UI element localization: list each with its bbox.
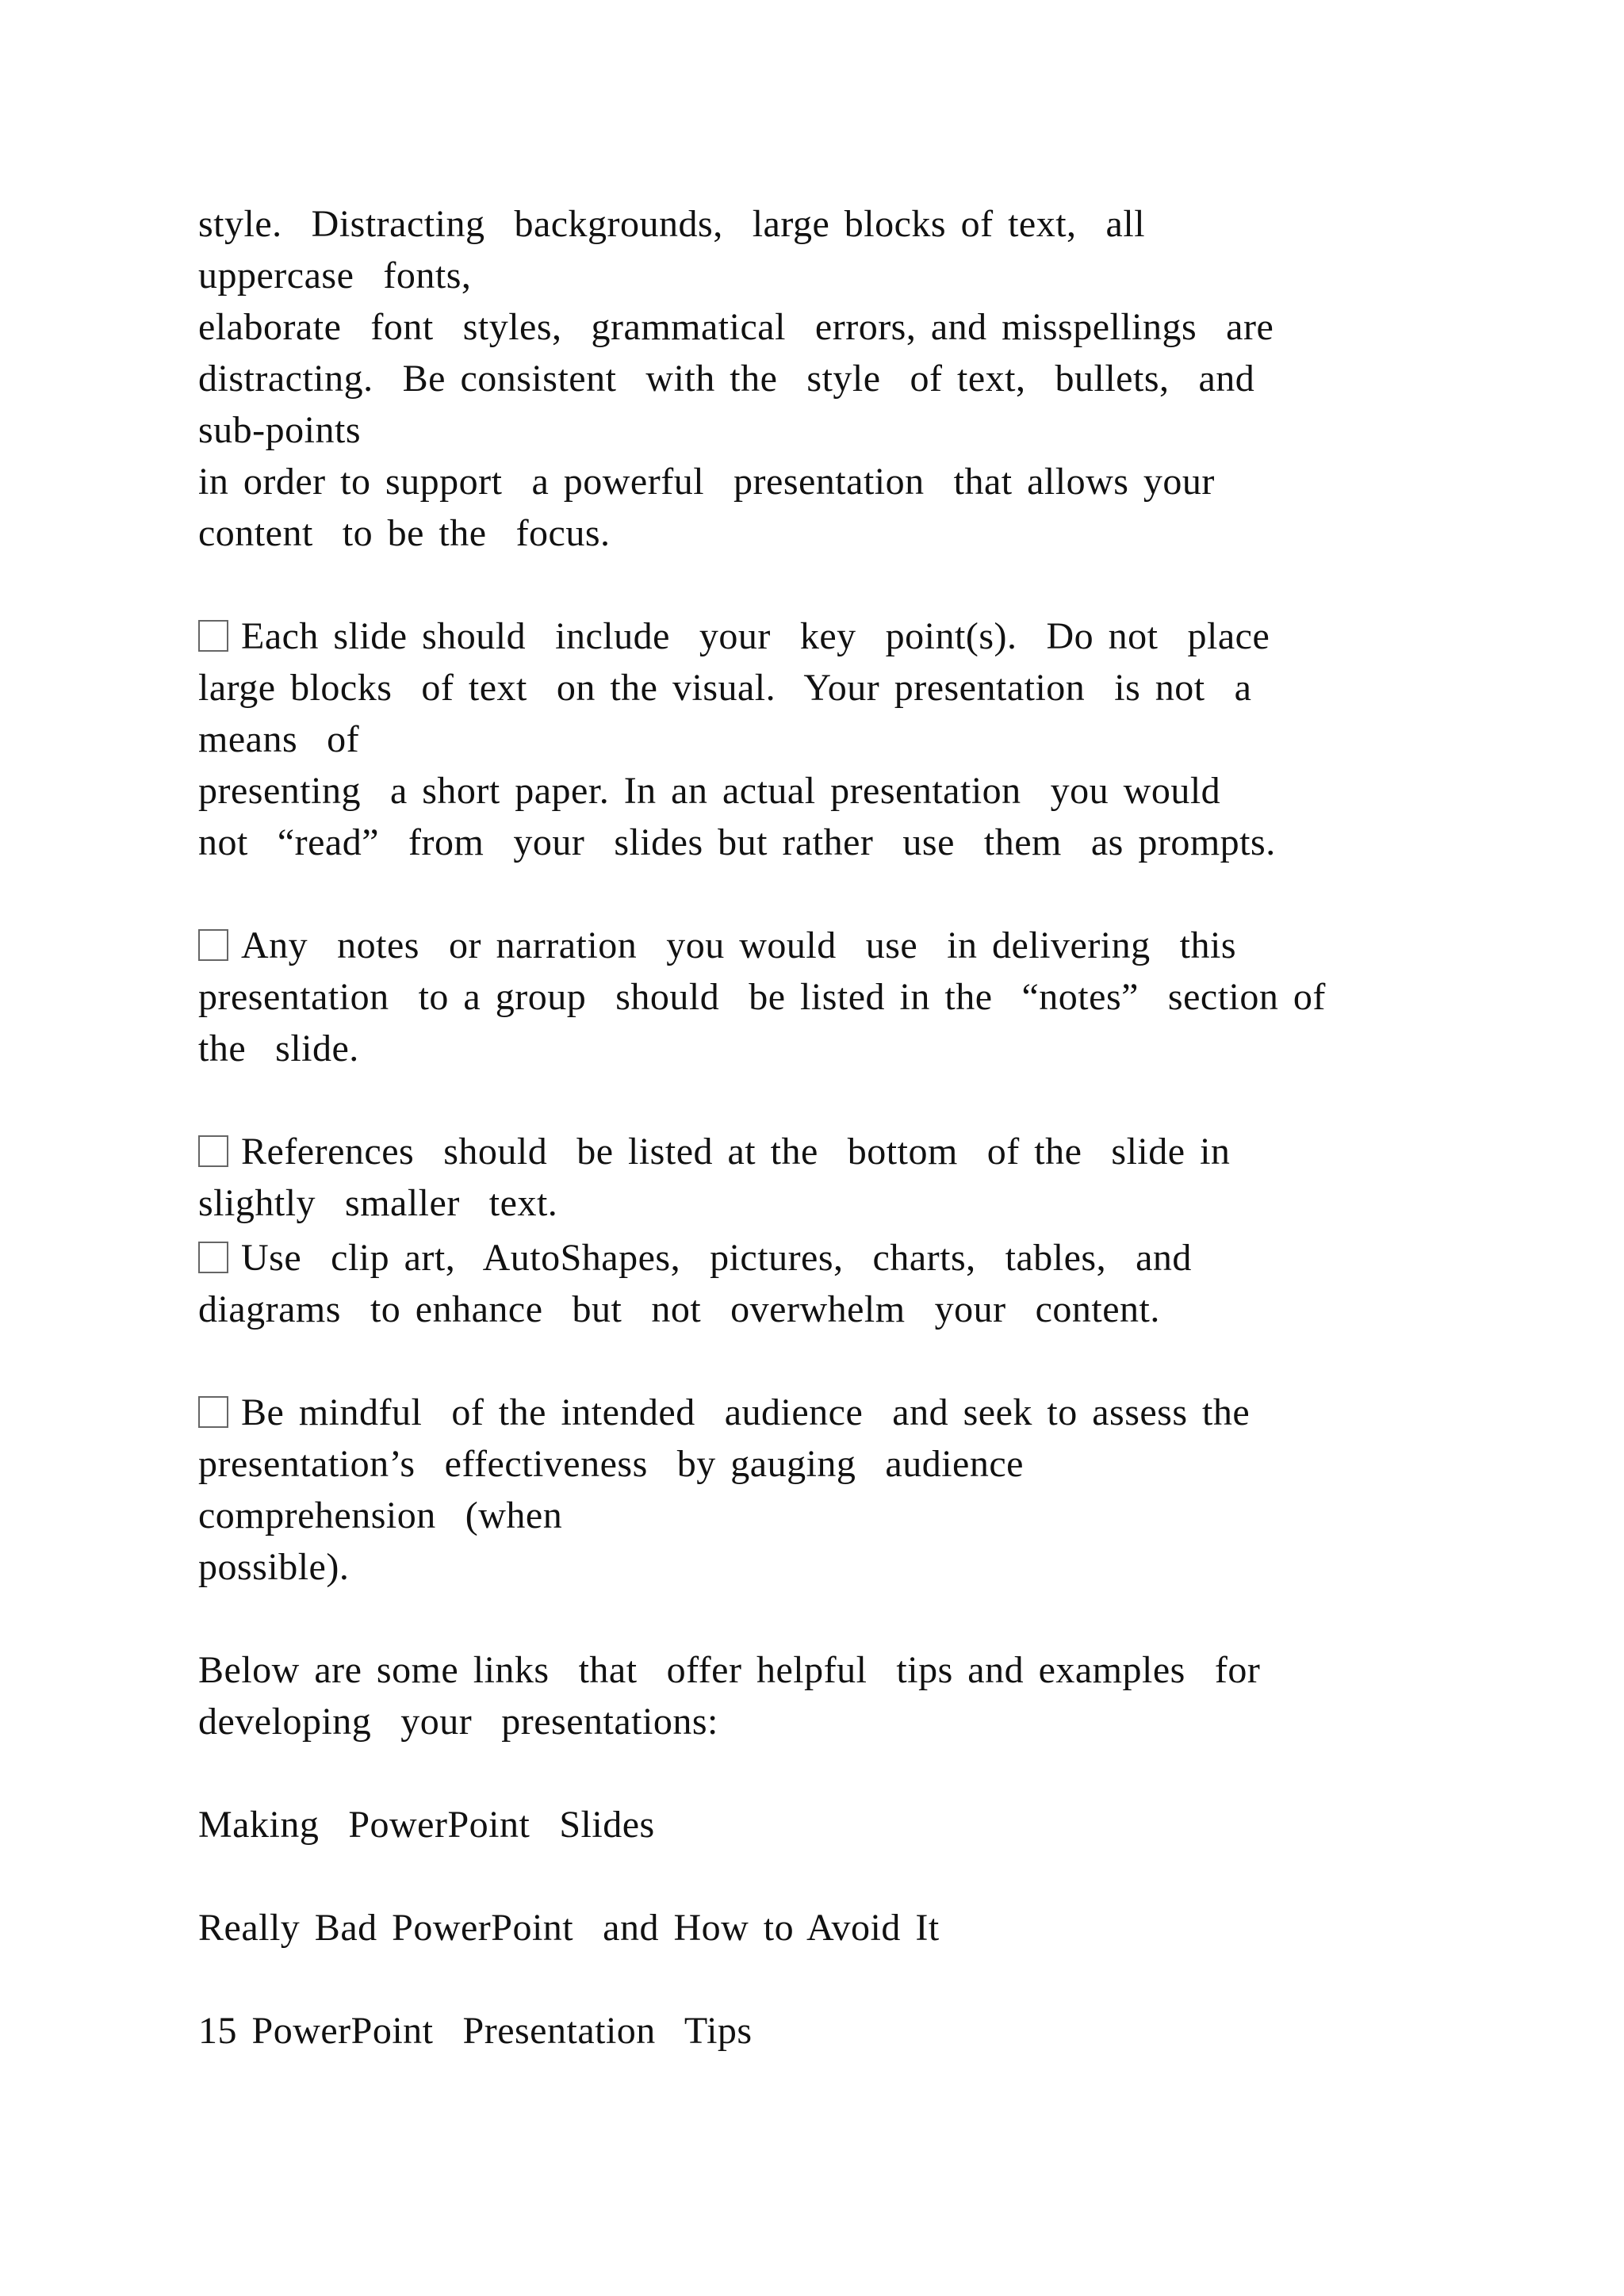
text-line: comprehension (when: [198, 1494, 563, 1536]
intro-paragraph: [198, 198, 1546, 559]
missing-glyph-bullet-icon: [198, 1396, 228, 1428]
text-line: developing your presentations:: [198, 1701, 718, 1743]
text-line: Each slide should include your key point(s). Do not place: [241, 615, 1270, 657]
bullet-first-line: [198, 1387, 1546, 1438]
bullet-item-audience: [198, 1387, 1546, 1593]
bullet-first-line: [198, 610, 1546, 662]
text-line: presentation to a group should be listed in the “notes” section of: [198, 976, 1326, 1018]
paragraph-spacer: [198, 1850, 1546, 1902]
link-really-bad-powerpoint[interactable]: Really Bad PowerPoint and How to Avoid It: [198, 1907, 940, 1949]
text-line: distracting. Be consistent with the style of text, bullets, and: [198, 358, 1255, 400]
text-line: large blocks of text on the visual. Your presentation is not a: [198, 667, 1252, 709]
text-line: presentation’s effectiveness by gauging audience: [198, 1443, 1024, 1485]
paragraph-spacer: [198, 1074, 1546, 1126]
text-line: the slide.: [198, 1027, 359, 1070]
text-line: content to be the focus.: [198, 512, 611, 554]
missing-glyph-bullet-icon: [198, 1242, 228, 1273]
text-line: means of: [198, 718, 360, 760]
text-line: possible).: [198, 1546, 350, 1588]
missing-glyph-bullet-icon: [198, 620, 228, 652]
paragraph-spacer: [198, 868, 1546, 920]
text-line: slightly smaller text.: [198, 1182, 558, 1224]
text-line: in order to support a powerful presentation that allows your: [198, 461, 1215, 503]
document-body: [198, 198, 1546, 2057]
text-line: Use clip art, AutoShapes, pictures, charts, tables, and: [241, 1237, 1192, 1279]
bullet-item-clip-art: [198, 1232, 1546, 1335]
text-line: Be mindful of the intended audience and seek to assess the: [241, 1391, 1251, 1433]
text-line: style. Distracting backgrounds, large blocks of text, all: [198, 203, 1146, 245]
missing-glyph-bullet-icon: [198, 1135, 228, 1167]
bullet-item-key-points: [198, 610, 1546, 868]
text-line: References should be listed at the bottom of the slide in: [241, 1131, 1231, 1173]
text-line: uppercase fonts,: [198, 254, 472, 297]
text-line: sub-points: [198, 409, 362, 451]
paragraph-spacer: [198, 1747, 1546, 1799]
missing-glyph-bullet-icon: [198, 929, 228, 961]
paragraph-spacer: [198, 1335, 1546, 1387]
text-line: presenting a short paper. In an actual presentation you would: [198, 770, 1221, 812]
text-line: not “read” from your slides but rather use them as prompts.: [198, 821, 1276, 863]
text-line: Below are some links that offer helpful tips and examples for: [198, 1649, 1261, 1691]
text-line: elaborate font styles, grammatical errors, and misspellings are: [198, 306, 1274, 348]
links-intro-paragraph: [198, 1644, 1546, 1747]
bullet-first-line: [198, 1126, 1546, 1177]
text-line: diagrams to enhance but not overwhelm your content.: [198, 1288, 1160, 1330]
paragraph-spacer: [198, 559, 1546, 610]
link-15-powerpoint-tips[interactable]: 15 PowerPoint Presentation Tips: [198, 2010, 753, 2052]
text-line: Any notes or narration you would use in delivering this: [241, 924, 1236, 966]
link-making-powerpoint-slides[interactable]: Making PowerPoint Slides: [198, 1804, 655, 1846]
bullet-first-line: [198, 1232, 1546, 1284]
paragraph-spacer: [198, 1954, 1546, 2005]
paragraph-spacer: [198, 1593, 1546, 1644]
bullet-item-notes: [198, 920, 1546, 1074]
bullet-item-references: [198, 1126, 1546, 1229]
bullet-first-line: [198, 920, 1546, 971]
